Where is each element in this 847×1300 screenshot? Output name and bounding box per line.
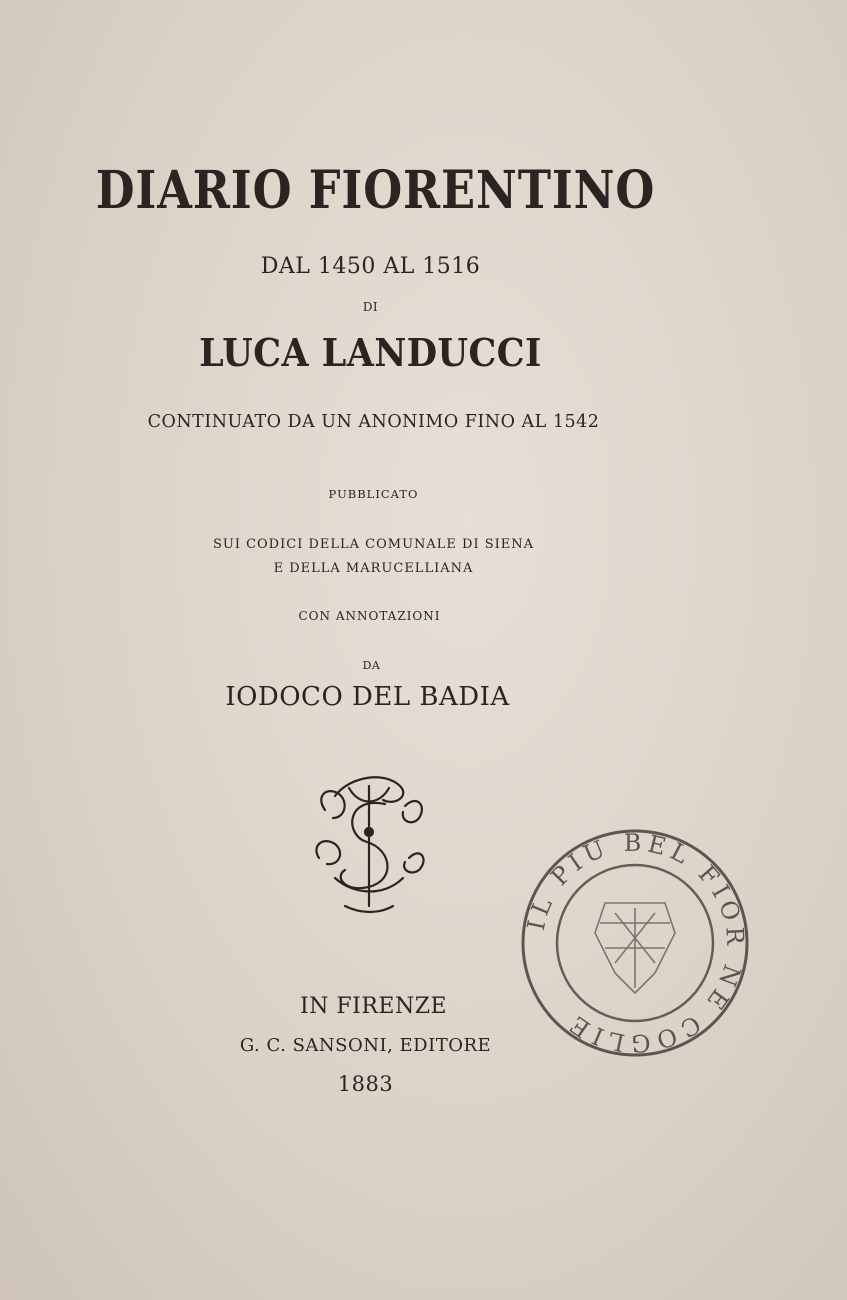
author-name: LUCA LANDUCCI [199, 330, 542, 375]
continuation-note: CONTINUATO DA UN ANONIMO FINO AL 1542 [147, 412, 600, 432]
by-label: DI [362, 300, 379, 314]
stamp-legend: IL PIU BEL FIOR NE COGLIE [521, 828, 750, 1058]
publication-year: 1883 [337, 1072, 394, 1096]
publisher-name: G. C. SANSONI, EDITORE [239, 1035, 492, 1056]
publisher-monogram-icon [305, 766, 431, 916]
editor-name: IODOCO DEL BADIA [225, 682, 510, 712]
publication-city: IN FIRENZE [299, 994, 448, 1019]
date-range: DAL 1450 AL 1516 [260, 254, 481, 279]
annotations-label: CON ANNOTAZIONI [298, 609, 441, 623]
published-label: PUBBLICATO [328, 487, 419, 501]
book-title: DIARIO FIORENTINO [95, 160, 656, 221]
sources-line-1: SUI CODICI DELLA COMUNALE DI SIENA [212, 537, 535, 552]
by-editor-label: DA [362, 659, 381, 672]
library-stamp-icon [515, 823, 755, 1063]
sources-line-2: E DELLA MARUCELLIANA [273, 561, 474, 576]
